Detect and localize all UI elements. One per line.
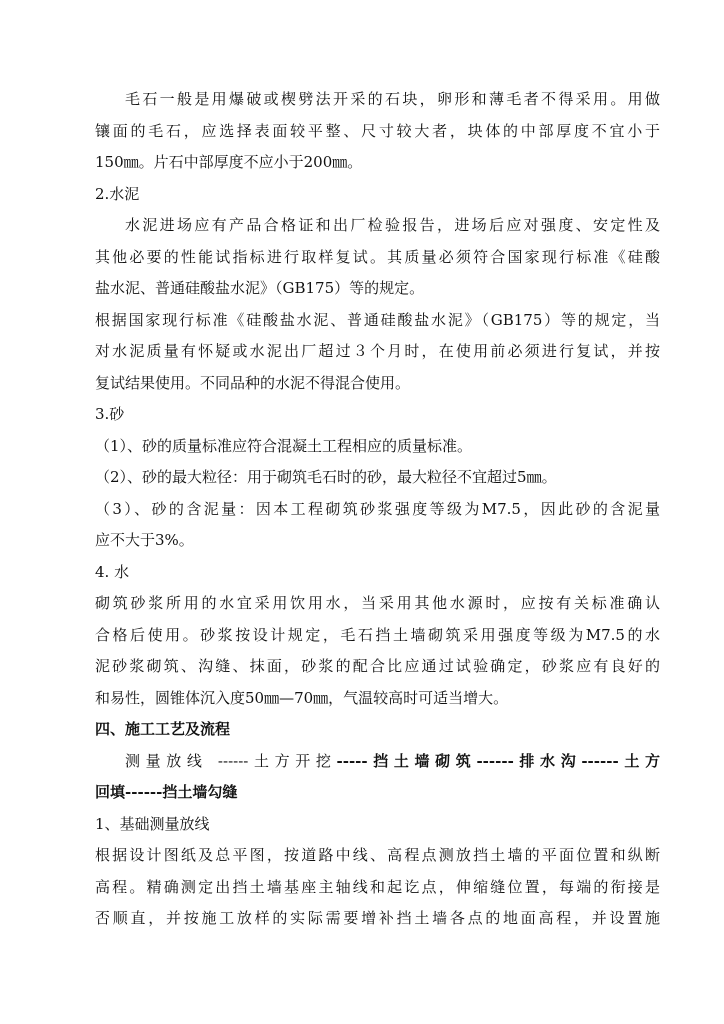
paragraph-water-line-4: 和易性，圆锥体沉入度50㎜—70㎜，气温较高时可适当增大。 bbox=[95, 688, 509, 707]
heading-section-4: 四、施工工艺及流程 bbox=[95, 720, 231, 738]
heading-survey: 1、基础测量放线 bbox=[95, 814, 210, 833]
paragraph-water-line-3: 泥砂浆砌筑、沟缝、抹面，砂浆的配合比应通过试验确定，砂浆应有良好的 bbox=[95, 657, 660, 675]
paragraph-cement-check-line-1: 根据国家现行标准《硅酸盐水泥、普通硅酸盐水泥》（GB175）等的规定，当 bbox=[95, 310, 660, 329]
flow-step-backfill-cont: 回填 bbox=[95, 783, 126, 801]
paragraph-rubble-line-1: 毛石一般是用爆破或楔劈法开采的石块，卵形和薄毛者不得采用。用做 bbox=[125, 90, 660, 108]
paragraph-cement-line-1: 水泥进场应有产品合格证和出厂检验报告，进场后应对强度、安定性及 bbox=[125, 216, 660, 234]
heading-cement: 2.水泥 bbox=[95, 184, 140, 203]
sand-item-3-line-1: （3）、砂的含泥量：因本工程砌筑砂浆强度等级为M7.5，因此砂的含泥量 bbox=[95, 499, 660, 518]
sand-item-2: （2）、砂的最大粒径：用于砌筑毛石时的砂，最大粒径不宜超过5㎜。 bbox=[95, 468, 557, 486]
flow-arrow-1: ------ bbox=[207, 751, 249, 770]
paragraph-rubble-line-2: 镶面的毛石，应选择表面较平整、尺寸较大者，块体的中部厚度不宜小于 bbox=[95, 121, 660, 140]
paragraph-water-line-2: 合格后使用。砂浆按设计规定，毛石挡土墙砌筑采用强度等级为M7.5的水 bbox=[95, 625, 660, 644]
process-flow-line-1 bbox=[95, 746, 660, 778]
sand-item-3-line-2: 应不大于3%。 bbox=[95, 531, 194, 549]
paragraph-survey-line-3: 否顺直，并按施工放样的实际需要增补挡土墙各点的地面高程，并设置施 bbox=[95, 909, 660, 927]
flow-step-excavation: 土方开挖 bbox=[248, 751, 337, 770]
paragraph-cement-line-2: 其他必要的性能试指标进行取样复试。其质量必须符合国家现行标准《硅酸 bbox=[95, 247, 660, 266]
process-flow-line-2 bbox=[95, 777, 660, 809]
flow-step-backfill: 土方 bbox=[618, 751, 660, 770]
paragraph-water-line-1: 砌筑砂浆所用的水宜采用饮用水，当采用其他水源时，应按有关标准确认 bbox=[95, 594, 660, 612]
flow-step-pointing: 挡土墙勾缝 bbox=[162, 783, 238, 801]
sand-item-1: （1）、砂的质量标准应符合混凝土工程相应的质量标准。 bbox=[95, 436, 473, 455]
flow-step-survey: 测量放线 bbox=[125, 751, 208, 770]
heading-water: 4. 水 bbox=[95, 562, 130, 581]
flow-arrow-4: ------ bbox=[581, 751, 619, 770]
heading-sand: 3.砂 bbox=[95, 405, 125, 423]
paragraph-survey-line-2: 高程。精确测定出挡土墙基座主轴线和起讫点，伸缩缝位置，每端的衔接是 bbox=[95, 877, 660, 896]
paragraph-cement-check-line-2: 对水泥质量有怀疑或水泥出厂超过３个月时，在使用前必须进行复试，并按 bbox=[95, 342, 660, 360]
paragraph-cement-line-3: 盐水泥、普通硅酸盐水泥》（GB175）等的规定。 bbox=[95, 279, 425, 297]
flow-step-drainage: 排水沟 bbox=[513, 751, 582, 770]
paragraph-cement-check-line-3: 复试结果使用。不同品种的水泥不得混合使用。 bbox=[95, 373, 411, 392]
flow-arrow-3: ------ bbox=[476, 751, 514, 770]
flow-arrow-2: ----- bbox=[336, 751, 368, 770]
paragraph-rubble-line-3: 150㎜。片石中部厚度不应小于200㎜。 bbox=[95, 153, 363, 171]
paragraph-survey-line-1: 根据设计图纸及总平图，按道路中线、高程点测放挡土墙的平面位置和纵断 bbox=[95, 846, 660, 864]
flow-step-masonry: 挡土墙砌筑 bbox=[367, 751, 477, 770]
flow-arrow-5: ------ bbox=[125, 783, 163, 801]
document-page bbox=[95, 84, 660, 935]
